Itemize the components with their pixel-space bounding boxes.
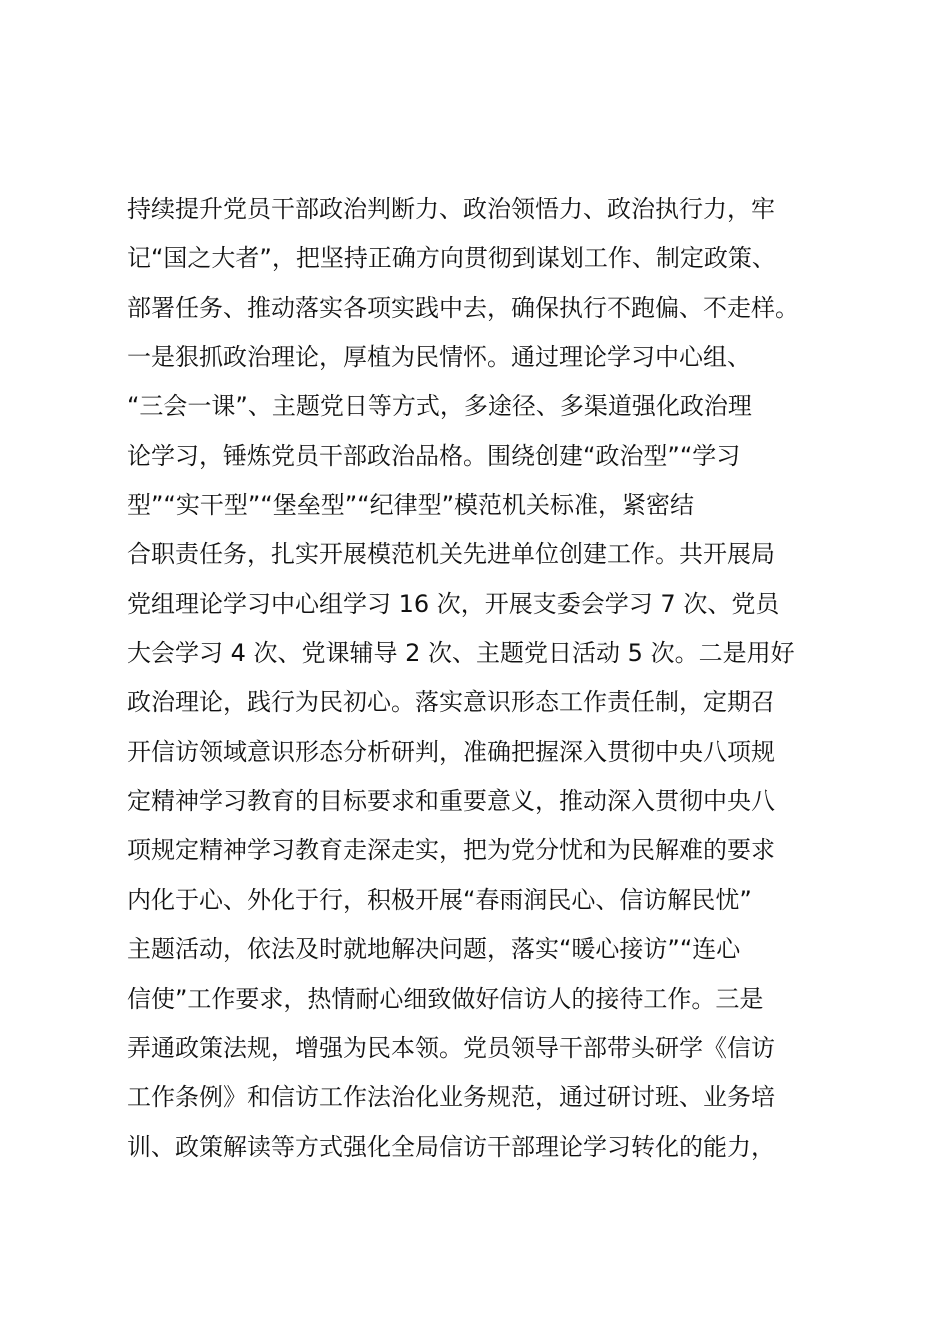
text-line-7: 型”“实干型”“堡垒型”“纪律型”模范机关标准，紧密结 [127,491,695,520]
text-line-1: 持续提升党员干部政治判断力、政治领悟力、政治执行力，牢 [127,195,775,223]
text-line-9: 党组理论学习中心组学习 16 次，开展支委会学习 7 次、党员 [127,589,780,618]
text-line-6: 论学习，锤炼党员干部政治品格。围绕创建“政治型”“学习 [127,441,741,470]
text-line-8: 合职责任务，扎实开展模范机关先进单位创建工作。共开展局 [127,540,775,569]
text-line-13: 定精神学习教育的目标要求和重要意义，推动深入贯彻中央八 [127,787,775,816]
text-line-17: 信使”工作要求，热情耐心细致做好信访人的接待工作。三是 [127,984,764,1013]
text-line-19: 工作条例》和信访工作法治化业务规范，通过研讨班、业务培 [127,1083,775,1112]
text-line-16: 主题活动，依法及时就地解决问题，落实“暖心接访”“连心 [127,935,741,964]
text-line-3: 部署任务、推动落实各项实践中去，确保执行不跑偏、不走样。 [127,293,799,322]
text-line-15: 内化于心、外化于行，积极开展“春雨润民心、信访解民忧” [127,885,752,914]
text-line-10: 大会学习 4 次、党课辅导 2 次、主题党日活动 5 次。二是用好 [127,639,795,668]
text-line-14: 项规定精神学习教育走深走实，把为党分忧和为民解难的要求 [127,836,775,865]
body-paragraph [127,185,847,1172]
text-line-12: 开信访领域意识形态分析研判，准确把握深入贯彻中央八项规 [127,737,775,766]
text-line-20: 训、政策解读等方式强化全局信访干部理论学习转化的能力， [127,1132,775,1161]
text-line-18: 弄通政策法规，增强为民本领。党员领导干部带头研学《信访 [127,1033,775,1062]
text-line-5: “三会一课”、主题党日等方式，多途径、多渠道强化政治理 [127,392,752,421]
text-line-4: 一是狠抓政治理论，厚植为民情怀。通过理论学习中心组、 [127,343,751,372]
text-line-11: 政治理论，践行为民初心。落实意识形态工作责任制，定期召 [127,688,775,717]
text-line-2: 记“国之大者”，把坚持正确方向贯彻到谋划工作、制定政策、 [127,244,776,273]
